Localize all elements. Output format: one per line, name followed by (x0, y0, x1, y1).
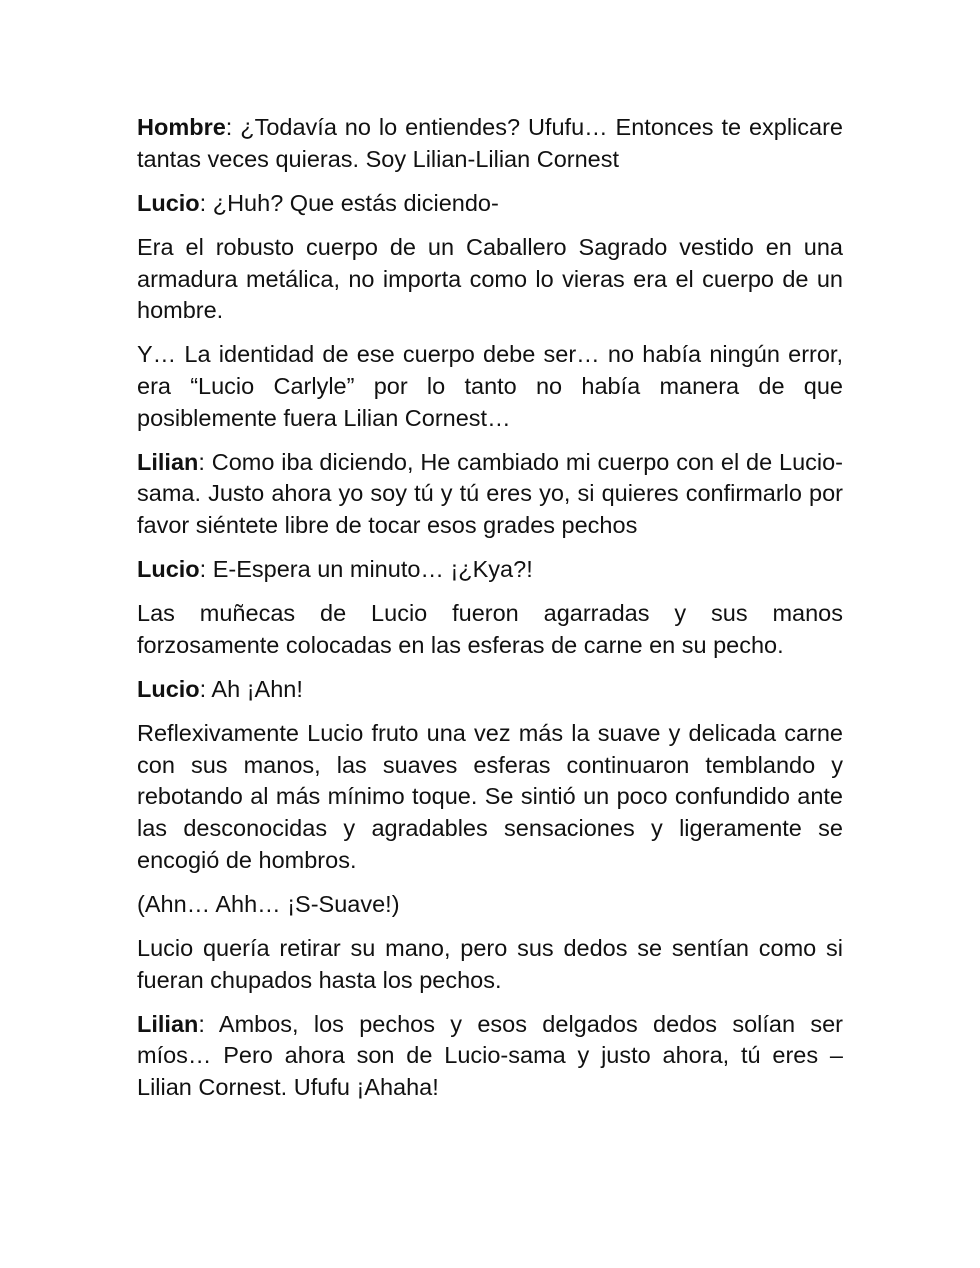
paragraph-text: : Ah ¡Ahn! (199, 676, 303, 703)
speaker-name: Lucio (137, 189, 200, 216)
dialogue-paragraph (137, 112, 843, 175)
paragraph-text: Y… La identidad de ese cuerpo debe ser… no había ningún error, era “Lucio Carlyle” por lo tanto no había manera de que posiblemente fuera Lilian Cornest… (137, 341, 843, 431)
paragraph-text: : Ambos, los pechos y esos delgados dedos solían ser míos… Pero ahora son de Lucio-sama y justo ahora, tú eres – Lilian Cornest. Ufufu ¡Ahaha! (137, 1010, 843, 1100)
paragraph-text: Las muñecas de Lucio fueron agarradas y sus manos forzosamente colocadas en las esferas de carne en su pecho. (137, 600, 843, 658)
dialogue-paragraph (137, 1009, 843, 1104)
dialogue-paragraph (137, 674, 843, 706)
speaker-name: Hombre (137, 114, 226, 140)
narration-paragraph (137, 718, 843, 876)
speaker-name: Lucio (137, 676, 200, 703)
dialogue-paragraph (137, 554, 843, 586)
narration-paragraph (137, 232, 843, 327)
paragraph-text: : ¿Huh? Que estás diciendo- (199, 189, 499, 216)
paragraph-text: Lucio quería retirar su mano, pero sus dedos se sentían como si fueran chupados hasta los pechos. (137, 935, 843, 993)
dialogue-paragraph (137, 447, 843, 542)
paragraph-text: (Ahn… Ahh… ¡S-Suave!) (137, 890, 400, 917)
narration-paragraph (137, 933, 843, 996)
dialogue-paragraph (137, 188, 843, 220)
narration-paragraph (137, 598, 843, 661)
thought-paragraph (137, 889, 843, 921)
document-page (137, 112, 843, 1116)
speaker-name: Lilian (137, 448, 199, 475)
narration-paragraph (137, 339, 843, 434)
speaker-name: Lucio (137, 556, 200, 583)
paragraph-text: Era el robusto cuerpo de un Caballero Sagrado vestido en una armadura metálica, no importa como lo vieras era el cuerpo de un hombre. (137, 233, 843, 324)
speaker-name: Lilian (137, 1010, 199, 1037)
paragraph-text: Reflexivamente Lucio fruto una vez más la suave y delicada carne con sus manos, las suaves esferas continuaron temblando y rebotando al más mínimo toque. Se sintió un poco confundido ante las desconocidas y agradables sensaciones y ligeramente se encogió de hombros. (137, 720, 843, 873)
paragraph-text: : E-Espera un minuto… ¡¿Kya?! (199, 556, 533, 583)
paragraph-text: : Como iba diciendo, He cambiado mi cuerpo con el de Lucio-sama. Justo ahora yo soy tú y tú eres yo, si quieres confirmarlo por favor siéntete libre de tocar esos grades pechos (137, 448, 843, 538)
paragraph-text: : ¿Todavía no lo entiendes? Ufufu… Entonces te explicare tantas veces quieras. Soy Lilian-Lilian Cornest (137, 114, 843, 172)
